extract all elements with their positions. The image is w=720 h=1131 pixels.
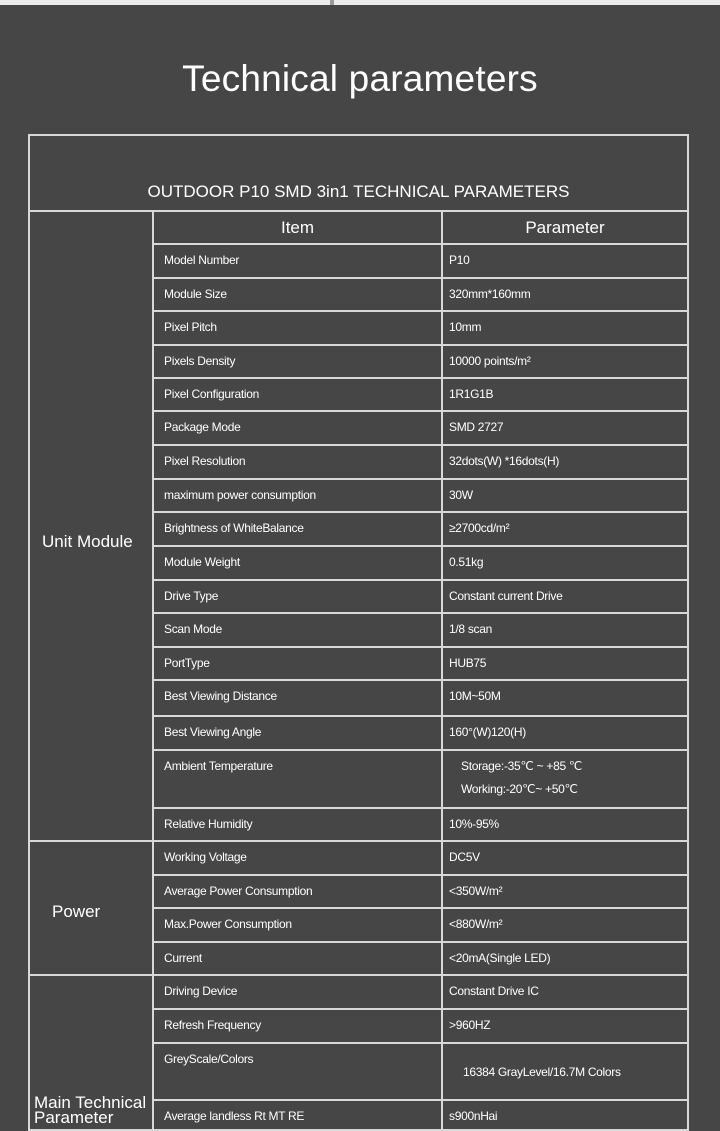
param-value: 0.51kg bbox=[442, 546, 688, 580]
param-value: SMD 2727 bbox=[442, 411, 688, 445]
param-value: 10%-95% bbox=[442, 808, 688, 841]
param-value: Constant current Drive bbox=[442, 580, 688, 613]
param-name: Average Power Consumption bbox=[153, 875, 442, 908]
param-name: Scan Mode bbox=[153, 613, 442, 647]
param-name: maximum power consumption bbox=[153, 479, 442, 512]
param-name: Pixel Pitch bbox=[153, 311, 442, 345]
header-parameter: Parameter bbox=[442, 211, 688, 244]
param-name: Working Voltage bbox=[153, 841, 442, 875]
param-name: Ambient Temperature bbox=[153, 750, 442, 808]
param-name: Brightness of WhiteBalance bbox=[153, 512, 442, 546]
param-value: <880W/m² bbox=[442, 908, 688, 942]
param-value: P10 bbox=[442, 244, 688, 278]
param-value: 1/8 scan bbox=[442, 613, 688, 647]
table-row bbox=[29, 975, 688, 1009]
param-value: 160°(W)120(H) bbox=[442, 716, 688, 750]
group-label: Main Technical Parameter bbox=[29, 975, 153, 1130]
param-name: Driving Device bbox=[153, 975, 442, 1009]
top-image-strip bbox=[0, 0, 720, 5]
param-value: >960HZ bbox=[442, 1009, 688, 1043]
param-name: Pixel Resolution bbox=[153, 445, 442, 479]
param-value: HUB75 bbox=[442, 647, 688, 680]
param-name: Refresh Frequency bbox=[153, 1009, 442, 1043]
param-name: Package Mode bbox=[153, 411, 442, 445]
param-name: Best Viewing Angle bbox=[153, 716, 442, 750]
param-name: Pixels Density bbox=[153, 345, 442, 378]
param-value: 30W bbox=[442, 479, 688, 512]
param-name: Module Weight bbox=[153, 546, 442, 580]
param-value: 10M~50M bbox=[442, 680, 688, 716]
param-name: Best Viewing Distance bbox=[153, 680, 442, 716]
param-value: s900nHai bbox=[442, 1100, 688, 1130]
param-name: Current bbox=[153, 942, 442, 975]
param-value: <20mA(Single LED) bbox=[442, 942, 688, 975]
table-row bbox=[29, 244, 688, 278]
param-value: Constant Drive IC bbox=[442, 975, 688, 1009]
group-label: Power bbox=[29, 841, 153, 975]
param-value: <350W/m² bbox=[442, 875, 688, 908]
param-value: 10mm bbox=[442, 311, 688, 345]
param-value: DC5V bbox=[442, 841, 688, 875]
param-name: PortType bbox=[153, 647, 442, 680]
param-name: Drive Type bbox=[153, 580, 442, 613]
param-value: 1R1G1B bbox=[442, 378, 688, 411]
param-name: Average landless Rt MT RE bbox=[153, 1100, 442, 1130]
param-value: Storage:-35℃ ~ +85 ℃ Working:-20℃~ +50℃ bbox=[442, 750, 688, 808]
parameters-table bbox=[28, 134, 689, 1131]
param-name: Module Size bbox=[153, 278, 442, 311]
param-name: Relative Humidity bbox=[153, 808, 442, 841]
page-title: Technical parameters bbox=[182, 58, 538, 99]
table-title: OUTDOOR P10 SMD 3in1 TECHNICAL PARAMETERS bbox=[29, 135, 688, 211]
param-name: Pixel Configuration bbox=[153, 378, 442, 411]
param-name: GreyScale/Colors bbox=[153, 1043, 442, 1100]
param-value: 320mm*160mm bbox=[442, 278, 688, 311]
param-name: Model Number bbox=[153, 244, 442, 278]
group-label: Unit Module bbox=[29, 244, 153, 841]
table-row bbox=[29, 841, 688, 875]
param-value: 10000 points/m² bbox=[442, 345, 688, 378]
header-item: Item bbox=[153, 211, 442, 244]
param-value: ≥2700cd/m² bbox=[442, 512, 688, 546]
param-value: 16384 GrayLevel/16.7M Colors bbox=[442, 1043, 688, 1100]
param-name: Max.Power Consumption bbox=[153, 908, 442, 942]
param-value: 32dots(W) *16dots(H) bbox=[442, 445, 688, 479]
